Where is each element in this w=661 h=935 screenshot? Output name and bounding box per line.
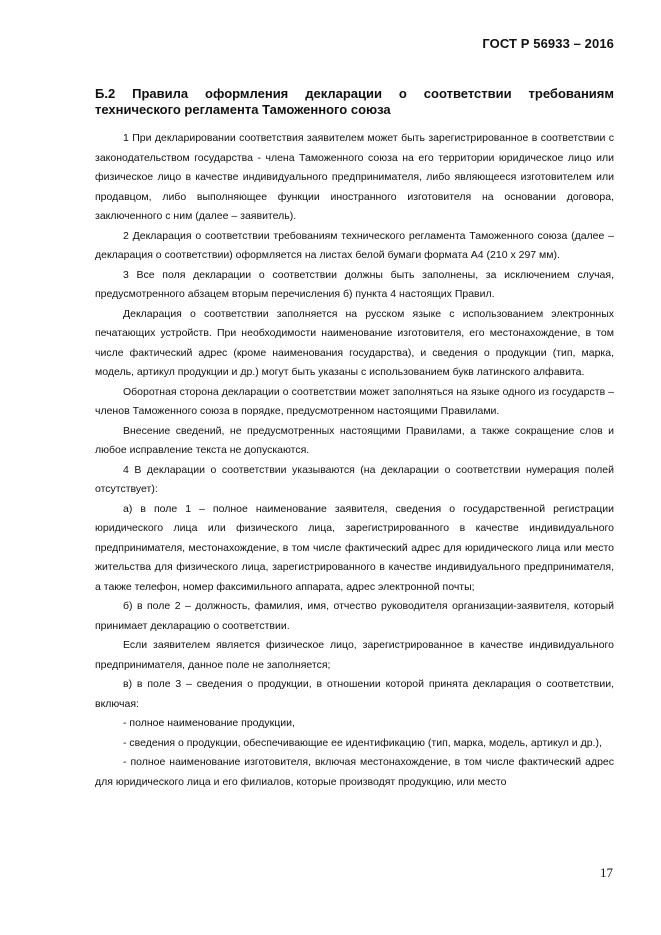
paragraph-8: а) в поле 1 – полное наименование заявителя, сведения о государственной регистрации юридического лица или физического лица, зарегистрированного в качестве индивидуального предпринимателя, местонахождение, в том числе фактический адрес для юридического лица или место жительства для физического лица, зарегистрированного в качестве индивидуального предпринимателя, а также телефон, номер факсимильного аппарата, адрес электронной почты; [95, 502, 614, 593]
standard-designation: ГОСТ Р 56933 – 2016 [482, 36, 614, 51]
paragraph-4: Декларация о соответствии заполняется на русском языке с использованием электронных печатающих устройств. При необходимости наименование изготовителя, его местонахождение, в том числе фактический адрес (кроме наименования государства), и сведения о продукции (тип, марка, модель, артикул продукции и др.) могут быть указаны с использованием букв латинского алфавита. [95, 307, 614, 378]
paragraph-2: 2 Декларация о соответствии требованиям технического регламента Таможенного союза (далее – декларация о соответствии) оформляется на листах белой бумаги формата А4 (210 x 297 мм). [95, 229, 614, 261]
paragraph-6: Внесение сведений, не предусмотренных настоящими Правилами, а также сокращение слов и любое исправление текста не допускаются. [95, 424, 614, 456]
list-item-3: - полное наименование изготовителя, включая местонахождение, в том числе фактический адрес для юридического лица и его филиалов, которые производят продукцию, или место [95, 756, 614, 788]
document-body [95, 129, 614, 792]
paragraph-10: Если заявителем является физическое лицо, зарегистрированное в качестве индивидуального предпринимателя, данное поле не заполняется; [95, 639, 614, 671]
paragraph-9: б) в поле 2 – должность, фамилия, имя, отчество руководителя организации-заявителя, который принимает декларацию о соответствии. [95, 600, 614, 632]
list-item-2: - сведения о продукции, обеспечивающие ее идентификацию (тип, марка, модель, артикул и др.), [123, 736, 602, 749]
paragraph-1: 1 При декларировании соответствия заявителем может быть зарегистрированное в соответствии с законодательством государства - члена Таможенного союза на его территории юридическое лицо или физическое лицо в качестве индивидуального предпринимателя, либо являющееся изготовителем или продавцом, либо выполняющее функции иностранного изготовителя на основании договора, заключенного с ним (далее – заявитель). [95, 132, 614, 222]
paragraph-7: 4 В декларации о соответствии указываются (на декларации о соответствии нумерация полей отсутствует): [95, 463, 614, 495]
list-item-1: - полное наименование продукции, [123, 717, 295, 729]
section-heading: Б.2 Правила оформления декларации о соответствии требованиям технического регламента Таможенного союза [95, 86, 614, 117]
paragraph-11: в) в поле 3 – сведения о продукции, в отношении которой принята декларация о соответствии, включая: [95, 678, 614, 710]
page-number: 17 [600, 865, 613, 880]
paragraph-5: Оборотная сторона декларации о соответствии может заполняться на языке одного из государств – членов Таможенного союза в порядке, предусмотренном настоящими Правилами. [95, 385, 614, 417]
paragraph-3: 3 Все поля декларации о соответствии должны быть заполнены, за исключением случая, предусмотренного абзацем вторым перечисления б) пункта 4 настоящих Правил. [95, 268, 614, 300]
